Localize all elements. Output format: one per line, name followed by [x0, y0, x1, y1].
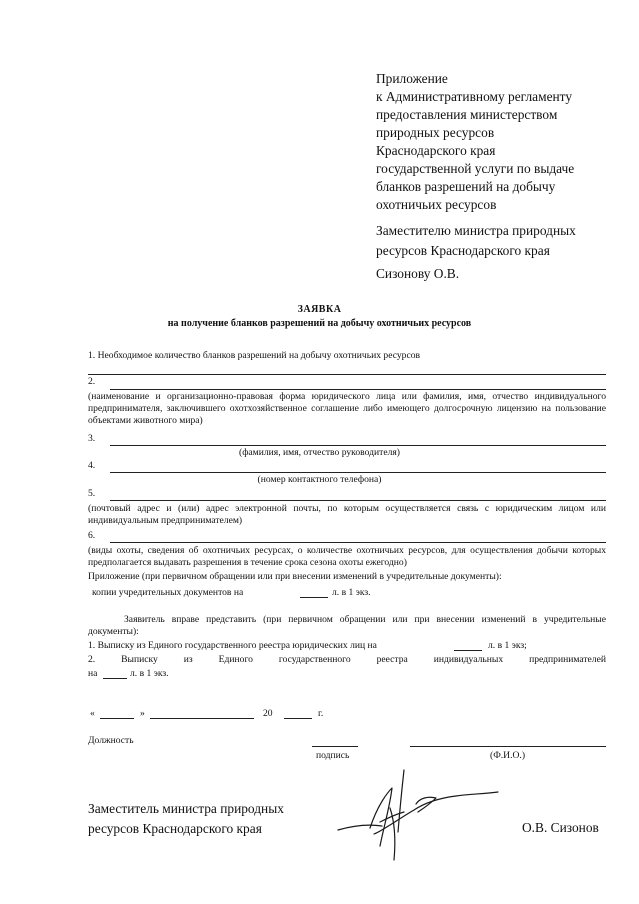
rights-item-2-suffix: л. в 1 экз.	[130, 668, 169, 679]
signature-stroke	[338, 825, 382, 830]
date-month-line[interactable]	[150, 718, 254, 719]
field-3-number: 3.	[88, 433, 96, 444]
fio-line[interactable]	[410, 746, 606, 747]
field-5-number: 5.	[88, 488, 96, 499]
field-5-input-line[interactable]	[110, 500, 606, 501]
official-title	[88, 799, 284, 839]
date-year-suffix: г.	[318, 708, 324, 719]
appendix-copies-count-line[interactable]	[300, 597, 328, 598]
date-day-line[interactable]	[100, 718, 134, 719]
addressee-name: Сизонову О.В.	[376, 266, 460, 281]
signature-stroke	[398, 770, 404, 832]
field-1-label: 1. Необходимое количество бланков разрешений на добычу охотничьих ресурсов	[88, 350, 421, 361]
rights-item-2-prefix: на	[88, 668, 98, 679]
date-year-prefix: 20	[263, 708, 273, 719]
field-5-caption: (почтовый адрес и (или) адрес электронной почты, по которым осуществляется связь с юридическим лицом или индивидуальным предпринимателем)	[88, 503, 606, 526]
signature-caption: подпись	[316, 750, 350, 761]
addressee-line: ресурсов Краснодарского края	[376, 243, 550, 258]
field-3-caption: (фамилия, имя, отчество руководителя)	[239, 447, 400, 458]
field-4-number: 4.	[88, 460, 96, 471]
field-6-caption: (виды охоты, сведения об охотничьих ресурсах, о количестве охотничьих ресурсов, для осуществления добычи которых предполагается выдавать разрешения в течение срока сезона охоты ежегодно)	[88, 545, 606, 568]
signature-stroke	[370, 788, 392, 846]
annex-line: бланков разрешений на добычу	[376, 179, 556, 194]
annex-line: природных ресурсов	[376, 125, 495, 140]
date-close-quote: »	[140, 708, 145, 719]
official-title-line: Заместитель министра природных	[88, 801, 284, 816]
field-2-caption: (наименование и организационно-правовая форма юридического лица или фамилия, имя, отчество индивидуального предпринимателя, заключившего охотхозяйственное соглашение либо имеющего долгосрочную лицензию на пользование объектами животного мира)	[88, 391, 606, 426]
annex-line: Приложение	[376, 71, 448, 86]
appendix-copies-label: копии учредительных документов на	[92, 587, 244, 598]
rights-item-2-count-line[interactable]	[103, 678, 127, 679]
date-open-quote: «	[90, 708, 95, 719]
appendix-text: Приложение (при первичном обращении или при внесении изменений в учредительные документы):	[88, 571, 502, 582]
annex-header	[376, 70, 574, 214]
addressee	[376, 221, 576, 261]
position-label: Должность	[88, 735, 134, 746]
document-title: ЗАЯВКА	[297, 304, 342, 315]
field-2-input-line[interactable]	[110, 389, 606, 390]
official-name: О.В. Сизонов	[522, 820, 599, 835]
rights-item-1-label: 1. Выписку из Единого государственного реестра юридических лиц на	[88, 640, 377, 651]
addressee-line: Заместителю министра природных	[376, 223, 576, 238]
appendix-copies-suffix: л. в 1 экз.	[332, 587, 371, 598]
handwritten-signature	[330, 768, 510, 864]
annex-line: к Административному регламенту	[376, 89, 573, 104]
field-4-input-line[interactable]	[110, 472, 606, 473]
signature-stroke	[416, 797, 436, 812]
rights-item-2-label: 2. Выписку из Единого государственного реестра индивидуальных предпринимателей	[88, 654, 606, 665]
fio-caption: (Ф.И.О.)	[490, 750, 526, 761]
annex-line: Краснодарского края	[376, 143, 496, 158]
field-4-caption: (номер контактного телефона)	[257, 474, 382, 485]
rights-item-1-suffix: л. в 1 экз;	[488, 640, 527, 651]
document-subtitle: на получение бланков разрешений на добычу охотничьих ресурсов	[167, 318, 472, 329]
annex-line: предоставления министерством	[376, 107, 558, 122]
field-3-input-line[interactable]	[110, 445, 606, 446]
rights-intro: Заявитель вправе представить (при первичном обращении или при внесении изменений в учредительные документы):	[88, 614, 606, 637]
date-year-line[interactable]	[284, 718, 312, 719]
field-6-input-line[interactable]	[110, 542, 606, 543]
annex-line: государственной услуги по выдаче	[376, 161, 575, 176]
field-1-input-line[interactable]	[88, 374, 606, 375]
signature-line[interactable]	[312, 746, 358, 747]
field-6-number: 6.	[88, 530, 96, 541]
field-2-number: 2.	[88, 376, 96, 387]
rights-item-1-count-line[interactable]	[454, 650, 482, 651]
annex-line: охотничьих ресурсов	[376, 197, 497, 212]
official-title-line: ресурсов Краснодарского края	[88, 821, 262, 836]
